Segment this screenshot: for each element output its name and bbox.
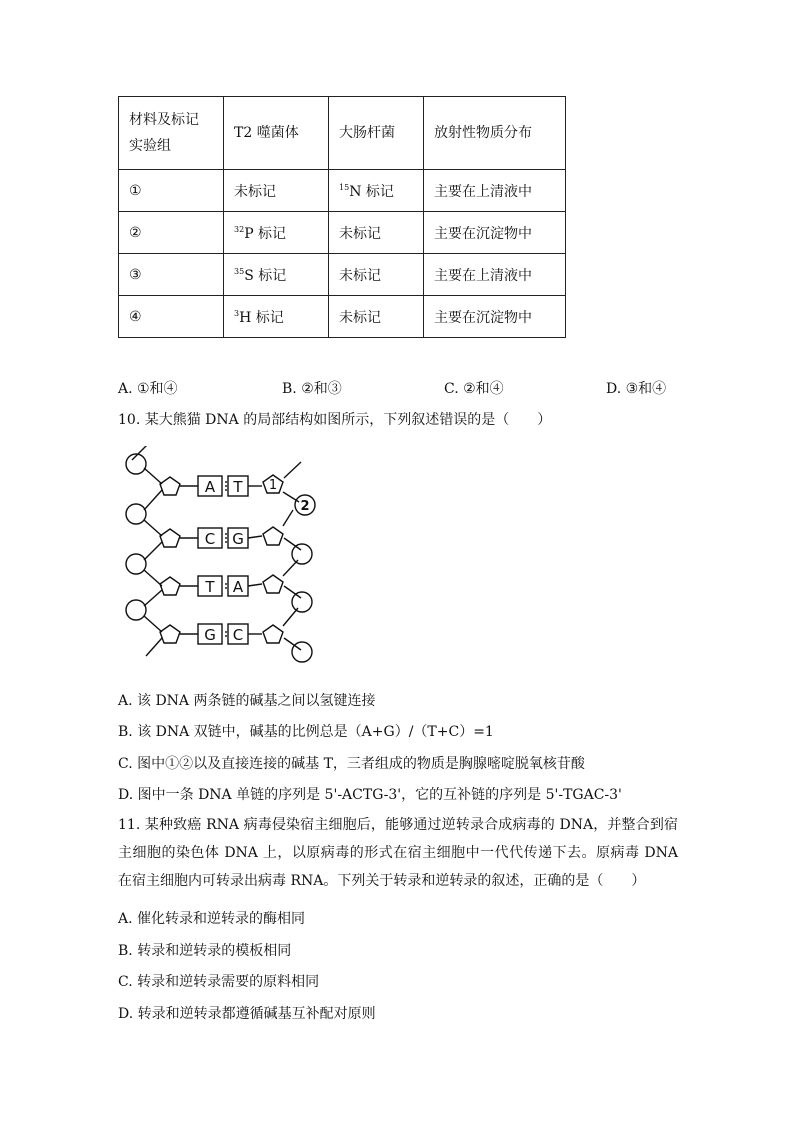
cell-group: ② xyxy=(119,212,224,254)
q11-option-d[interactable]: D. 转录和逆转录都遵循碱基互补配对原则 xyxy=(118,1006,376,1022)
cell-ecoli: $^{15}$N 标记 xyxy=(329,170,424,212)
q9-option-c[interactable]: C. ②和④ xyxy=(444,381,504,397)
base-right-3: A xyxy=(232,578,244,596)
q10-option-c[interactable]: C. 图中①②以及直接连接的碱基 T，三者组成的物质是胸腺嘧啶脱氧核苷酸 xyxy=(118,756,585,772)
phosphate-circle xyxy=(126,600,146,620)
q10-stem: 10. 某大熊猫 DNA 的局部结构如图所示，下列叙述错误的是（ ） xyxy=(118,412,552,428)
table-header-row xyxy=(119,97,566,170)
cell-group: ③ xyxy=(119,254,224,296)
cell-phage: $^{35}$S 标记 xyxy=(224,254,329,296)
cell-distribution: 主要在沉淀物中 xyxy=(424,212,566,254)
cell-ecoli: 未标记 xyxy=(329,212,424,254)
cell-phage: $^{32}$P 标记 xyxy=(224,212,329,254)
table-row xyxy=(119,212,566,254)
dna-structure-diagram xyxy=(118,446,328,676)
base-right-2: G xyxy=(232,530,244,548)
deoxyribose-pentagon xyxy=(160,529,180,547)
q11-option-a[interactable]: A. 催化转录和逆转录的酶相同 xyxy=(118,911,306,927)
cell-distribution: 主要在上清液中 xyxy=(424,170,566,212)
deoxyribose-pentagon xyxy=(160,625,180,643)
q11-option-b[interactable]: B. 转录和逆转录的模板相同 xyxy=(118,943,292,959)
q10-option-d[interactable]: D. 图中一条 DNA 单链的序列是 5'-ACTG-3'，它的互补链的序列是 5'-TGAC-3' xyxy=(118,787,622,803)
deoxyribose-pentagon xyxy=(263,575,283,593)
deoxyribose-pentagon xyxy=(160,577,180,595)
header-distribution: 放射性物质分布 xyxy=(424,97,566,170)
q9-option-d[interactable]: D. ③和④ xyxy=(606,381,667,397)
header-group-line2: 实验组 xyxy=(129,138,171,154)
q9-option-b[interactable]: B. ②和③ xyxy=(282,381,342,397)
cell-phage: $^3$H 标记 xyxy=(224,296,329,338)
header-phage: T2 噬菌体 xyxy=(224,97,329,170)
cell-ecoli: 未标记 xyxy=(329,296,424,338)
header-ecoli: 大肠杆菌 xyxy=(329,97,424,170)
cell-ecoli: 未标记 xyxy=(329,254,424,296)
base-right-4: C xyxy=(232,626,244,644)
base-left-3: T xyxy=(205,578,215,596)
table-row xyxy=(119,254,566,296)
phosphate-circle xyxy=(126,504,146,524)
base-left-2: C xyxy=(204,530,216,548)
phosphate-circle xyxy=(126,454,146,474)
q10-option-a[interactable]: A. 该 DNA 两条链的碱基之间以氢键连接 xyxy=(118,693,376,709)
deoxyribose-pentagon xyxy=(263,625,283,643)
q10-option-b[interactable]: B. 该 DNA 双链中，碱基的比例总是（A+G）/（T+C）=1 xyxy=(118,724,494,740)
phosphate-circle xyxy=(292,592,312,612)
label-1: 1 xyxy=(268,478,278,493)
phosphate-circle xyxy=(292,642,312,662)
header-group-line1: 材料及标记 xyxy=(129,112,199,128)
q11-option-c[interactable]: C. 转录和逆转录需要的原料相同 xyxy=(118,974,320,990)
cell-distribution: 主要在上清液中 xyxy=(424,254,566,296)
cell-distribution: 主要在沉淀物中 xyxy=(424,296,566,338)
header-group xyxy=(119,97,224,170)
table-row xyxy=(119,170,566,212)
cell-group: ① xyxy=(119,170,224,212)
phosphate-circle xyxy=(292,544,312,564)
cell-group: ④ xyxy=(119,296,224,338)
q11-stem: 11. 某种致癌 RNA 病毒侵染宿主细胞后，能够通过逆转录合成病毒的 DNA，并整合到宿主细胞的染色体 DNA 上，以原病毒的形式在宿主细胞中一代代传递下去。原病毒 DNA 在宿主细胞内可转录出病毒 RNA。下列关于转录和逆转录的叙述，正确的是（ ） xyxy=(118,817,678,889)
label-2: 2 xyxy=(300,499,310,514)
base-left-1: A xyxy=(204,478,216,496)
deoxyribose-pentagon xyxy=(160,477,180,495)
deoxyribose-pentagon xyxy=(263,527,283,545)
experiment-table xyxy=(118,96,566,338)
base-right-1: T xyxy=(233,478,243,496)
table-row xyxy=(119,296,566,338)
cell-phage: 未标记 xyxy=(224,170,329,212)
phosphate-circle xyxy=(126,554,146,574)
base-left-4: G xyxy=(204,626,216,644)
q9-option-a[interactable]: A. ①和④ xyxy=(118,381,178,397)
